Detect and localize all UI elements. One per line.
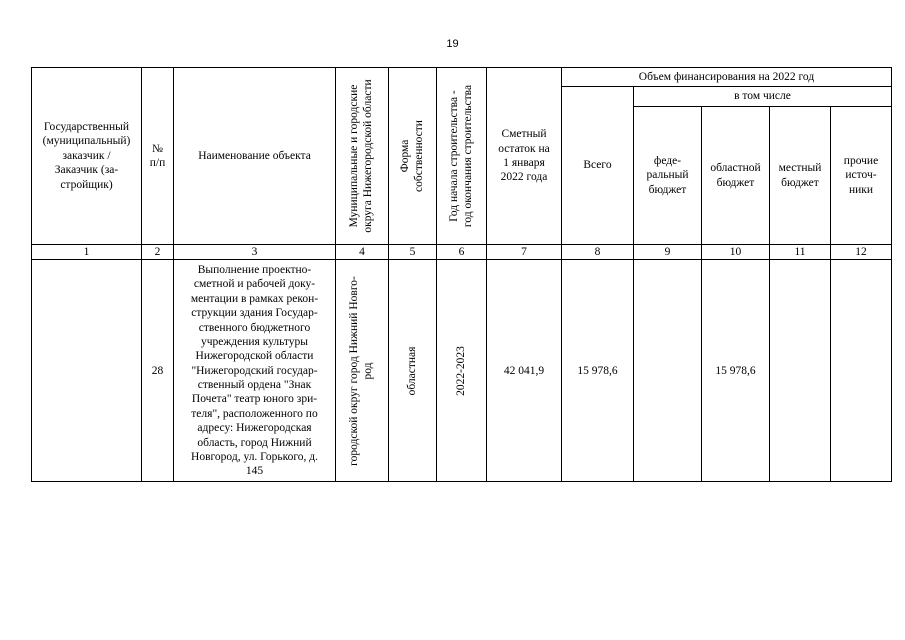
header-federal: феде- ральный бюджет [634, 107, 702, 245]
col-number-2: 2 [142, 245, 174, 260]
cell-federal [634, 260, 702, 482]
header-regional: областной бюджет [702, 107, 770, 245]
financing-table [31, 67, 892, 482]
header-years-text: Год начала строительства - год окончания строительства [447, 84, 474, 228]
cell-local [770, 260, 831, 482]
header-funding-group: Объем финансирования на 2022 год [562, 68, 892, 87]
cell-customer [32, 260, 142, 482]
header-local: местный бюджет [770, 107, 831, 245]
cell-estimated-balance: 42 041,9 [487, 260, 562, 482]
header-total: Всего [562, 87, 634, 245]
cell-regional: 15 978,6 [702, 260, 770, 482]
col-number-4: 4 [336, 245, 389, 260]
col-number-8: 8 [562, 245, 634, 260]
cell-district-text: городской округ город Нижний Новго- род [348, 276, 374, 466]
header-customer: Государственный (муниципальный) заказчик / Заказчик (за- стройщик) [32, 68, 142, 245]
col-number-11: 11 [770, 245, 831, 260]
page-number: 19 [446, 38, 459, 50]
cell-total: 15 978,6 [562, 260, 634, 482]
header-years [437, 68, 487, 245]
cell-ownership-text: областная [405, 346, 418, 396]
col-number-10: 10 [702, 245, 770, 260]
cell-district [336, 260, 389, 482]
header-ownership [389, 68, 437, 245]
header-object-name: Наименование объекта [174, 68, 336, 245]
col-number-5: 5 [389, 245, 437, 260]
header-district-text: Муниципальные и городские округа Нижегородской области [348, 79, 374, 233]
header-number: № п/п [142, 68, 174, 245]
cell-object-name: Выполнение проектно- сметной и рабочей доку- ментации в рамках рекон- струкции здания Государ- ственного бюджетного учреждения культуры Нижегородской области "Нижегородский государ- ственный ордена "Знак Почета" театр юного зри- теля", расположенного по адресу: Нижегородская область, город Нижний Новгород, ул. Горького, д. 145 [174, 260, 336, 482]
cell-other [831, 260, 892, 482]
cell-years-text: 2022-2023 [454, 345, 467, 396]
col-number-9: 9 [634, 245, 702, 260]
header-including: в том числе [634, 87, 892, 107]
col-number-7: 7 [487, 245, 562, 260]
cell-number: 28 [142, 260, 174, 482]
table-row [32, 260, 892, 482]
col-number-3: 3 [174, 245, 336, 260]
col-number-6: 6 [437, 245, 487, 260]
header-other: прочие источ- ники [831, 107, 892, 245]
header-estimated-balance: Сметный остаток на 1 января 2022 года [487, 68, 562, 245]
col-number-12: 12 [831, 245, 892, 260]
header-ownership-text: Форма собственности [398, 120, 425, 192]
cell-ownership [389, 260, 437, 482]
header-district [336, 68, 389, 245]
col-number-1: 1 [32, 245, 142, 260]
cell-years [437, 260, 487, 482]
